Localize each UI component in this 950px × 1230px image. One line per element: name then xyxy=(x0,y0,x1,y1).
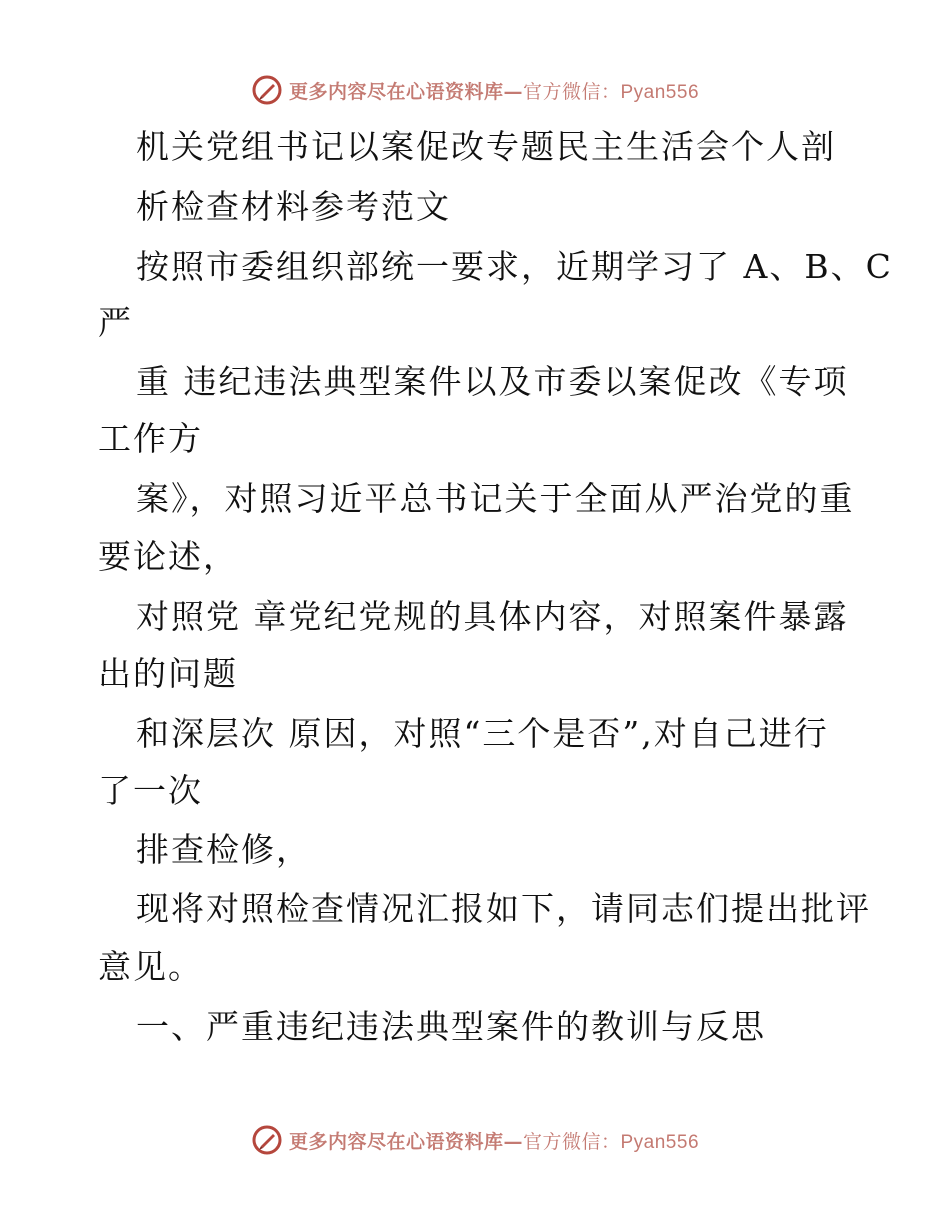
paragraph-line: 和深层次 原因，对照“三个是否”,对自己进行 xyxy=(136,714,829,753)
doc-title-line-1: 机关党组书记以案促改专题民主生活会个人剖 xyxy=(136,127,836,166)
footer-banner-title: 更多内容尽在心语资料库— xyxy=(288,1130,523,1153)
paragraph-line: 现将对照检查情况汇报如下，请同志们提出批评 xyxy=(136,889,871,928)
paragraph-line: 工作方 xyxy=(98,419,203,458)
paragraph-line: 重 违纪违法典型案件以及市委以案促改《专项 xyxy=(136,362,849,401)
paragraph-line: 意见。 xyxy=(98,947,203,986)
header-banner xyxy=(0,70,950,110)
paragraph-line: 排查检修， xyxy=(136,830,311,869)
footer-banner-text xyxy=(289,1127,699,1154)
pen-logo-icon xyxy=(251,74,283,106)
paragraph-line: 案》，对照习近平总书记关于全面从严治党的重 xyxy=(136,479,855,518)
doc-title-line-2: 析检查材料参考范文 xyxy=(136,187,451,226)
header-banner-text xyxy=(289,77,699,104)
pen-logo-icon xyxy=(251,1124,283,1156)
paragraph-line: 了一次 xyxy=(98,771,203,810)
paragraph-line: 要论述， xyxy=(98,537,238,576)
paragraph-line: 对照党 章党纪党规的具体内容，对照案件暴露 xyxy=(136,597,849,636)
paragraph-line: 出的问题 xyxy=(98,654,238,693)
paragraph-line: 严 xyxy=(98,303,133,342)
paragraph-line: 按照市委组织部统一要求，近期学习了 A、B、C xyxy=(136,247,893,286)
footer-banner xyxy=(0,1120,950,1160)
header-banner-wechat: 官方微信：Pyan556 xyxy=(523,81,700,103)
header-banner-title: 更多内容尽在心语资料库— xyxy=(288,80,523,103)
header-banner-inner xyxy=(251,74,699,106)
footer-banner-wechat: 官方微信：Pyan556 xyxy=(523,1131,700,1153)
section-heading: 一、严重违纪违法典型案件的教训与反思 xyxy=(136,1007,766,1046)
footer-banner-inner xyxy=(251,1124,699,1156)
